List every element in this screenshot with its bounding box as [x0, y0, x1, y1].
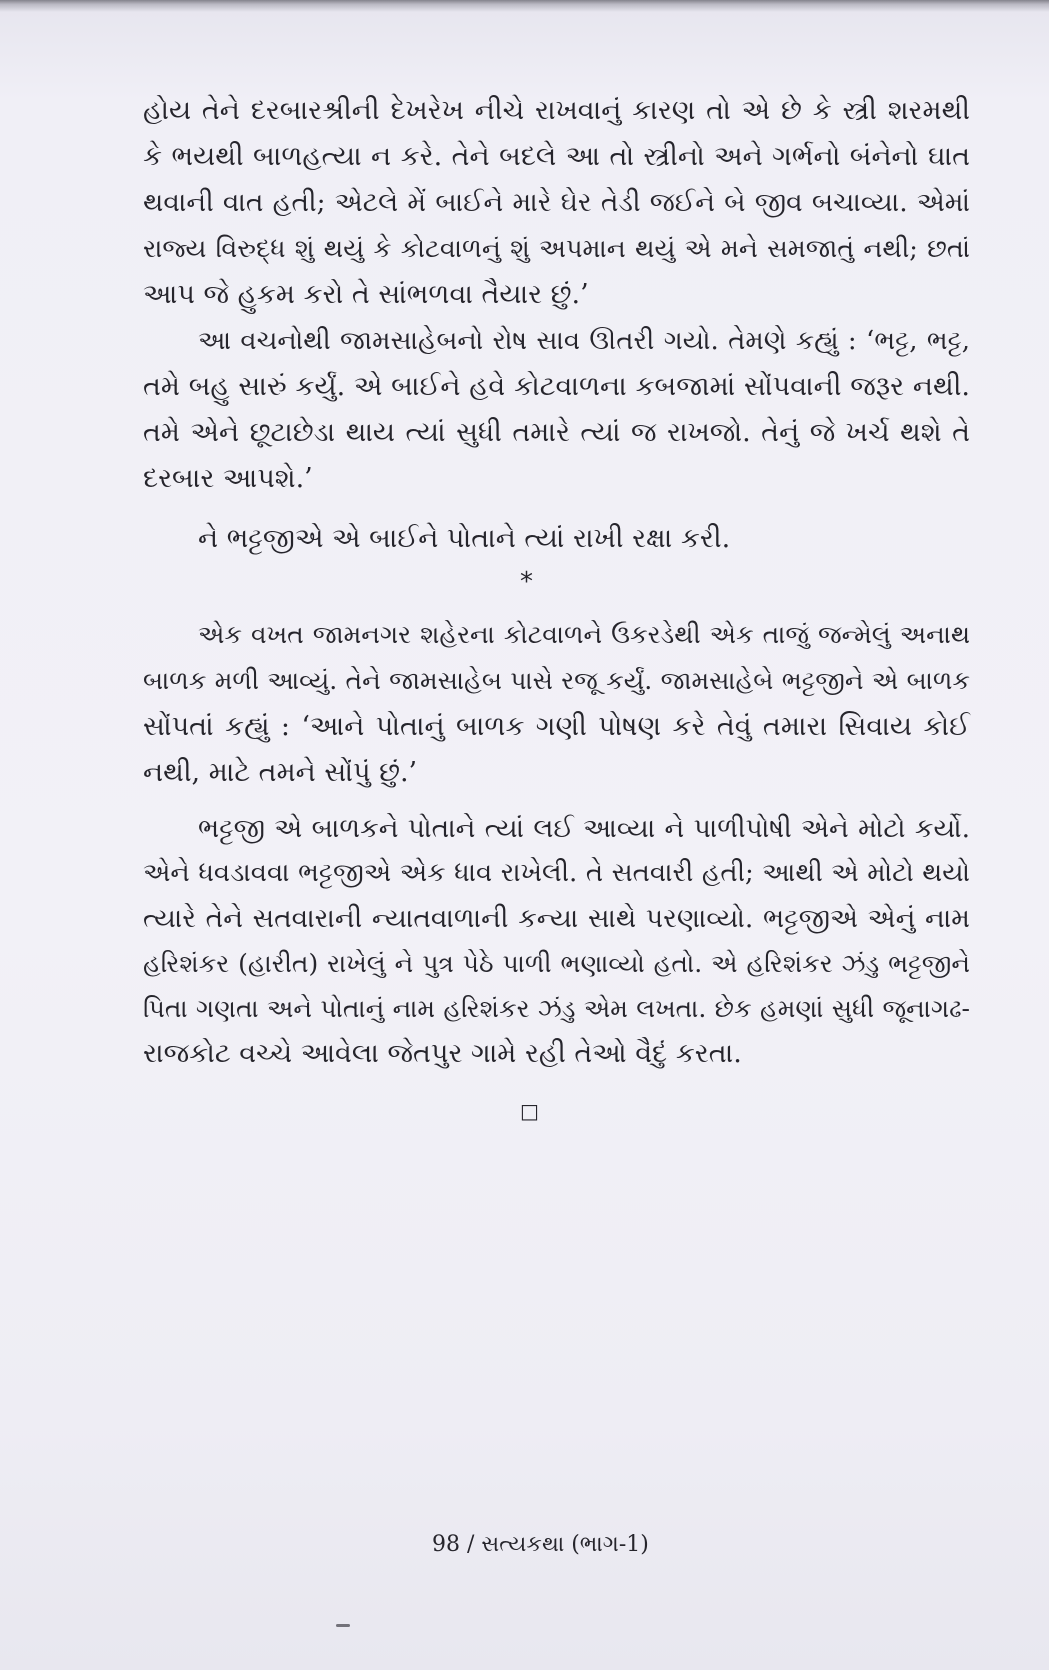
- text-line: આપ જે હુકમ કરો તે સાંભળવા તૈયાર છું.’: [143, 279, 589, 310]
- paragraph: [143, 516, 970, 562]
- paragraph: [143, 318, 970, 502]
- text-line: હરિશંકર (હારીત) રાખેલું ને પુત્ર પેઠે પાળી ભણાવ્યો હતો. એ હરિશંકર ઝંડુ ભટ્ટજીને: [143, 949, 970, 978]
- end-mark: □: [520, 1099, 539, 1123]
- text-line: ત્યારે તેને સતવારાની ન્યાતવાળાની કન્યા સાથે પરણાવ્યો. ભટ્ટજીએ એનું નામ: [143, 903, 970, 934]
- text-line: તમે બહુ સારું કર્યું. એ બાઈને હવે કોટવાળના કબજામાં સોંપવાની જરૂર નથી.: [143, 371, 970, 402]
- paragraph: [143, 88, 970, 318]
- text-line: પિતા ગણતા અને પોતાનું નામ હરિશંકર ઝંડુ એમ લખતા. છેક હમણાં સુધી જૂનાગઢ-: [143, 994, 970, 1023]
- text-line: આ વચનોથી જામસાહેબનો રોષ સાવ ઊતરી ગયો. તેમણે કહ્યું : ‘ભટ્ટ, ભટ્ટ,: [198, 326, 970, 356]
- scan-mark: [336, 1624, 350, 1627]
- text-line: થવાની વાત હતી; એટલે મેં બાઈને મારે ઘેર તેડી જઈને બે જીવ બચાવ્યા. એમાં: [143, 187, 970, 218]
- text-line: સોંપતાં કહ્યું : ‘આને પોતાનું બાળક ગણી પોષણ કરે તેવું તમારા સિવાય કોઈ: [143, 711, 970, 742]
- text-line: દરબાર આપશે.’: [143, 463, 313, 494]
- text-line: હોય તેને દરબારશ્રીની દેખરેખ નીચે રાખવાનું કારણ તો એ છે કે સ્ત્રી શરમથી: [143, 95, 970, 126]
- text-line: કે ભયથી બાળહત્યા ન કરે. તેને બદલે આ તો સ્ત્રીનો અને ગર્ભનો બંનેનો ઘાત: [143, 141, 970, 172]
- text-line: ભટ્ટજી એ બાળકને પોતાને ત્યાં લઈ આવ્યા ને પાળીપોષી એને મોટો કર્યો.: [198, 813, 970, 844]
- paragraph: [143, 612, 970, 796]
- text-line: રાજકોટ વચ્ચે આવેલા જેતપુર ગામે રહી તેઓ વૈદું કરતા.: [143, 1038, 742, 1069]
- text-line: એક વખત જામનગર શહેરના કોટવાળને ઉકરડેથી એક તાજું જન્મેલું અનાથ: [198, 620, 970, 649]
- page-footer: 98 / સત્યકથા (ભાગ-1): [432, 1532, 649, 1557]
- text-line: બાળક મળી આવ્યું. તેને જામસાહેબ પાસે રજૂ કર્યું. જામસાહેબે ભટ્ટજીને એ બાળક: [143, 666, 970, 695]
- text-line: રાજ્ય વિરુદ્ધ શું થયું કે કોટવાળનું શું અપમાન થયું એ મને સમજાતું નથી; છતાં: [143, 234, 970, 264]
- text-line: નથી, માટે તમને સોંપું છું.’: [143, 757, 418, 788]
- page-top-edge: [0, 0, 1049, 12]
- text-line: ને ભટ્ટજીએ એ બાઈને પોતાને ત્યાં રાખી રક્ષા કરી.: [198, 523, 731, 554]
- section-separator: *: [520, 567, 533, 597]
- paragraph: [143, 806, 970, 1076]
- text-line: તમે એને છૂટાછેડા થાય ત્યાં સુધી તમારે ત્યાં જ રાખજો. તેનું જે ખર્ચ થશે તે: [143, 417, 970, 448]
- text-body: [143, 88, 970, 1128]
- text-line: એને ધવડાવવા ભટ્ટજીએ એક ધાવ રાખેલી. તે સતવારી હતી; આથી એ મોટો થયો: [143, 858, 970, 888]
